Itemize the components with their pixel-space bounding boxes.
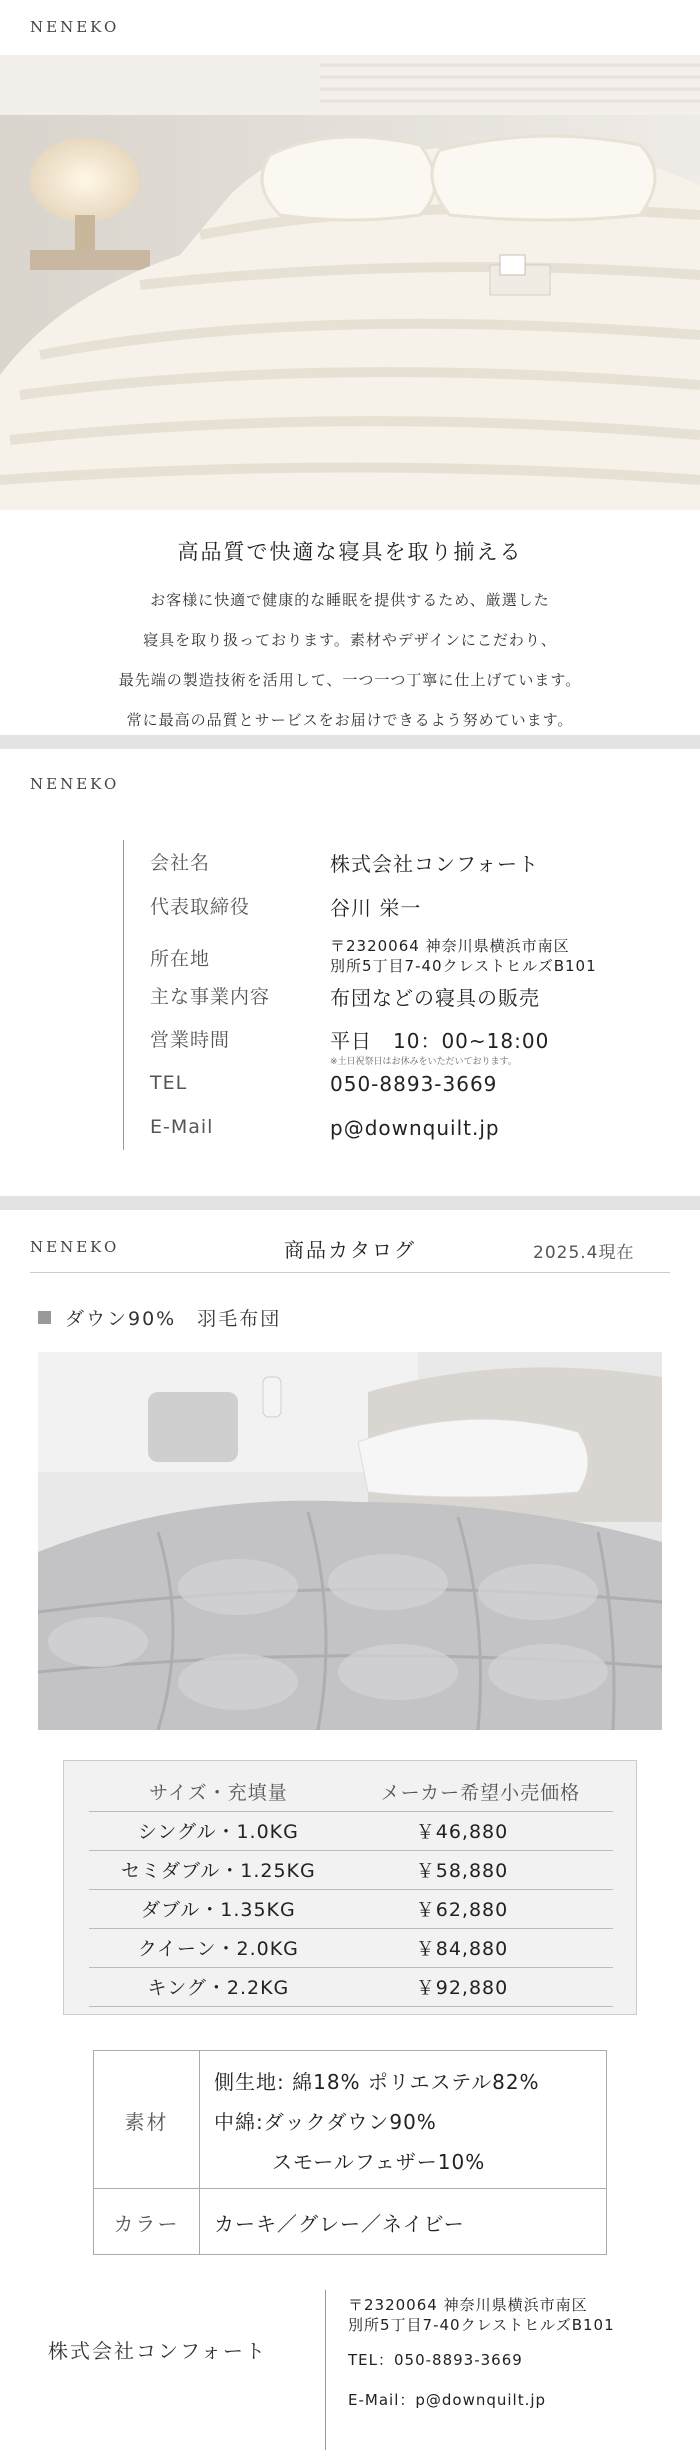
price-table-box bbox=[63, 1760, 637, 2015]
footer-divider bbox=[325, 2290, 326, 2450]
product-duvet-image bbox=[38, 1352, 662, 1730]
price-cell: ￥58,880 bbox=[348, 1850, 613, 1889]
email-link[interactable]: p@downquilt.jp bbox=[330, 1116, 500, 1140]
footer-email[interactable]: E-Mail：p@downquilt.jp bbox=[348, 2391, 547, 2409]
business-label: 主な事業内容 bbox=[150, 986, 271, 1008]
email-label: E-Mail bbox=[150, 1116, 214, 1138]
catalog-title: 商品カタログ bbox=[284, 1238, 416, 1262]
tel-label: TEL bbox=[150, 1072, 188, 1094]
material-line: スモールフェザー10% bbox=[272, 2150, 486, 2174]
brand-logo: NENEKO bbox=[30, 18, 120, 36]
address-label: 所在地 bbox=[150, 948, 211, 970]
brand-logo: NENEKO bbox=[30, 1238, 120, 1256]
intro-text bbox=[0, 580, 700, 740]
hero-bedroom-image bbox=[0, 55, 700, 510]
product-name: ダウン90% 羽毛布団 bbox=[65, 1308, 282, 1330]
header-rule bbox=[30, 1272, 670, 1273]
hours-block bbox=[330, 1025, 549, 1067]
size-cell: セミダブル・1.25KG bbox=[89, 1850, 348, 1889]
company-name: 株式会社コンフォート bbox=[330, 852, 539, 876]
address bbox=[330, 936, 597, 976]
company-info-table bbox=[123, 840, 623, 1150]
table-row bbox=[89, 1967, 613, 2006]
company-name-label: 会社名 bbox=[150, 852, 211, 874]
price-cell: ￥84,880 bbox=[348, 1928, 613, 1967]
product-title bbox=[38, 1304, 281, 1331]
footer-address-line: 〒2320064 神奈川県横浜市南区 bbox=[348, 2296, 588, 2314]
color-options: カーキ／グレー／ネイビー bbox=[214, 2212, 465, 2236]
address-line: 別所5丁目7-40クレストヒルズB101 bbox=[330, 957, 597, 975]
material-line: 中綿:ダックダウン90% bbox=[214, 2110, 437, 2134]
business-hours: 平日 10：00~18:00 bbox=[330, 1029, 550, 1053]
bullet-square-icon bbox=[38, 1311, 51, 1324]
tagline: 高品質で快適な寝具を取り揃える bbox=[177, 540, 523, 564]
representative-name: 谷川 栄一 bbox=[330, 896, 422, 920]
intro-line: 寝具を取り扱っております。素材やデザインにこだわり、 bbox=[143, 631, 557, 649]
table-row bbox=[89, 1928, 613, 1967]
hours-label: 営業時間 bbox=[150, 1029, 231, 1051]
price-cell: ￥92,880 bbox=[348, 1967, 613, 2006]
brand-logo: NENEKO bbox=[30, 775, 120, 793]
representative-label: 代表取締役 bbox=[150, 896, 251, 918]
price-table-header bbox=[89, 1773, 613, 1811]
material-line: 側生地: 綿18% ポリエステル82% bbox=[214, 2070, 540, 2094]
materials-table bbox=[93, 2050, 607, 2255]
table-row bbox=[89, 1850, 613, 1889]
size-cell: シングル・1.0KG bbox=[89, 1811, 348, 1850]
business: 布団などの寝具の販売 bbox=[330, 986, 540, 1010]
hours-note: ※土日祝祭日はお休みをいただいております。 bbox=[330, 1057, 517, 1067]
section-divider bbox=[0, 735, 700, 749]
column-header: メーカー希望小売価格 bbox=[348, 1773, 613, 1811]
intro-line: 最先端の製造技術を活用して、一つ一つ丁寧に仕上げています。 bbox=[118, 671, 582, 689]
column-header: サイズ・充填量 bbox=[89, 1773, 348, 1811]
catalog-date: 2025.4現在 bbox=[533, 1243, 635, 1263]
price-table bbox=[89, 1773, 613, 2007]
address-line: 〒2320064 神奈川県横浜市南区 bbox=[330, 937, 570, 955]
size-cell: キング・2.2KG bbox=[89, 1967, 348, 2006]
footer-company-name: 株式会社コンフォート bbox=[48, 2339, 267, 2363]
footer-tel[interactable]: TEL：050-8893-3669 bbox=[348, 2351, 523, 2369]
section-divider bbox=[0, 1196, 700, 1210]
column-divider bbox=[199, 2051, 200, 2254]
table-row bbox=[89, 1889, 613, 1928]
material-label: 素材 bbox=[124, 2110, 169, 2134]
tel[interactable]: 050-8893-3669 bbox=[330, 1072, 498, 1096]
intro-line: お客様に快適で健康的な睡眠を提供するため、厳選した bbox=[150, 591, 550, 609]
price-cell: ￥62,880 bbox=[348, 1889, 613, 1928]
price-cell: ￥46,880 bbox=[348, 1811, 613, 1850]
intro-line: 常に最高の品質とサービスをお届けできるよう努めています。 bbox=[126, 711, 574, 729]
table-row bbox=[89, 1811, 613, 1850]
color-label: カラー bbox=[113, 2212, 180, 2236]
footer-address-line: 別所5丁目7-40クレストヒルズB101 bbox=[348, 2316, 615, 2334]
row-divider bbox=[94, 2188, 606, 2189]
size-cell: クイーン・2.0KG bbox=[89, 1928, 348, 1967]
size-cell: ダブル・1.35KG bbox=[89, 1889, 348, 1928]
